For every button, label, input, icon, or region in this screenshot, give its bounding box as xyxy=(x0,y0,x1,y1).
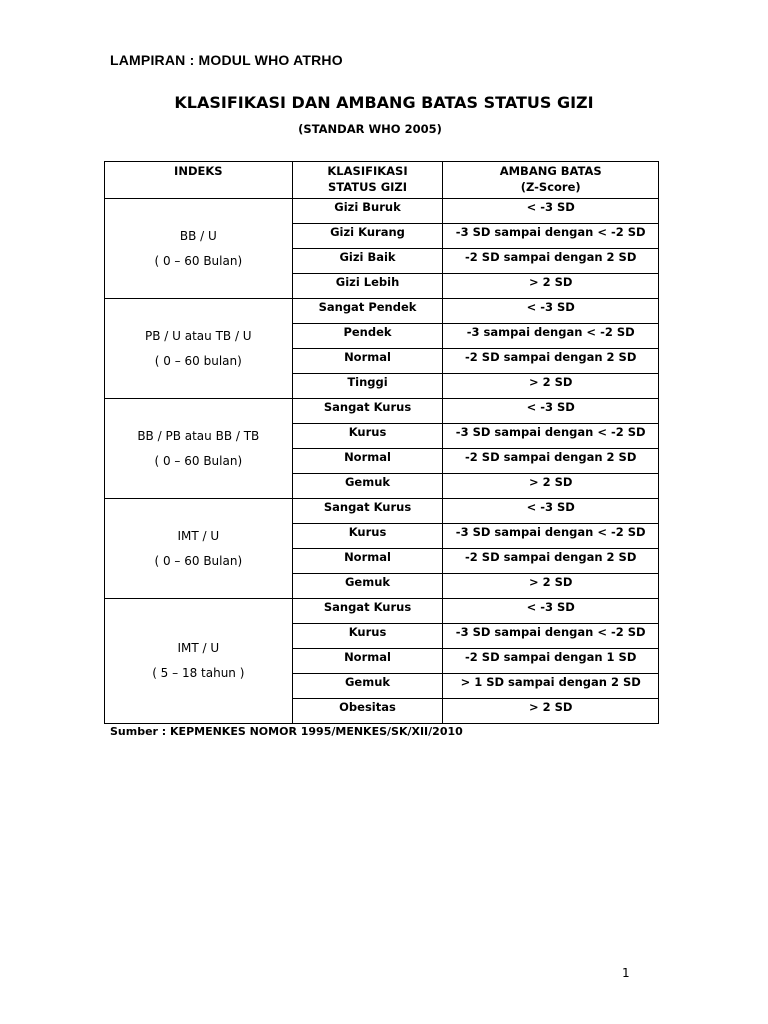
threshold-cell: > 2 SD xyxy=(443,574,659,599)
index-name: IMT / U xyxy=(177,528,220,543)
classification-table xyxy=(104,161,659,724)
source-note: Sumber : KEPMENKES NOMOR 1995/MENKES/SK/XII/2010 xyxy=(110,725,463,738)
status-cell: Gizi Baik xyxy=(292,249,443,274)
header-ambang-batas: AMBANG BATAS (Z-Score) xyxy=(443,162,659,199)
status-cell: Gizi Kurang xyxy=(292,224,443,249)
index-age-range: ( 0 – 60 Bulan) xyxy=(154,453,243,468)
threshold-cell: > 2 SD xyxy=(443,374,659,399)
page-subtitle: (STANDAR WHO 2005) xyxy=(298,122,442,136)
status-cell: Normal xyxy=(292,449,443,474)
index-cell xyxy=(105,399,293,499)
threshold-cell: > 2 SD xyxy=(443,274,659,299)
index-age-range: ( 0 – 60 Bulan) xyxy=(154,253,243,268)
threshold-cell: < -3 SD xyxy=(443,499,659,524)
status-cell: Normal xyxy=(292,649,443,674)
table-row xyxy=(105,399,659,424)
table-header-row xyxy=(105,162,659,199)
index-age-range: ( 0 – 60 Bulan) xyxy=(154,553,243,568)
header-indeks: INDEKS xyxy=(105,162,293,199)
index-name: PB / U atau TB / U xyxy=(145,328,252,343)
threshold-cell: > 2 SD xyxy=(443,699,659,724)
header-klasifikasi: KLASIFIKASI STATUS GIZI xyxy=(292,162,443,199)
threshold-cell: < -3 SD xyxy=(443,199,659,224)
threshold-cell: -3 SD sampai dengan < -2 SD xyxy=(443,424,659,449)
index-age-range: ( 0 – 60 bulan) xyxy=(154,353,242,368)
index-name: BB / U xyxy=(179,228,217,243)
threshold-cell: > 1 SD sampai dengan 2 SD xyxy=(443,674,659,699)
table-row xyxy=(105,299,659,324)
threshold-cell: < -3 SD xyxy=(443,299,659,324)
index-cell xyxy=(105,599,293,724)
index-name: IMT / U xyxy=(177,641,220,655)
status-cell: Gemuk xyxy=(292,474,443,499)
status-cell: Gemuk xyxy=(292,574,443,599)
status-cell: Gemuk xyxy=(292,674,443,699)
status-cell: Normal xyxy=(292,549,443,574)
threshold-cell: -3 SD sampai dengan < -2 SD xyxy=(443,624,659,649)
table-row xyxy=(105,499,659,524)
status-cell: Sangat Kurus xyxy=(292,399,443,424)
status-cell: Kurus xyxy=(292,624,443,649)
table-row xyxy=(105,599,659,624)
document-header: LAMPIRAN : MODUL WHO ATRHO xyxy=(110,52,343,68)
index-name: BB / PB atau BB / TB xyxy=(137,428,260,443)
status-cell: Sangat Pendek xyxy=(292,299,443,324)
threshold-cell: < -3 SD xyxy=(443,599,659,624)
threshold-cell: -2 SD sampai dengan 2 SD xyxy=(443,249,659,274)
threshold-cell: -3 SD sampai dengan < -2 SD xyxy=(443,524,659,549)
threshold-cell: -2 SD sampai dengan 2 SD xyxy=(443,549,659,574)
index-cell xyxy=(105,199,293,299)
threshold-cell: -2 SD sampai dengan 1 SD xyxy=(443,649,659,674)
status-cell: Gizi Buruk xyxy=(292,199,443,224)
page-title: KLASIFIKASI DAN AMBANG BATAS STATUS GIZI xyxy=(174,93,594,112)
index-age-range: ( 5 – 18 tahun ) xyxy=(152,666,245,680)
threshold-cell: -3 sampai dengan < -2 SD xyxy=(443,324,659,349)
status-cell: Gizi Lebih xyxy=(292,274,443,299)
index-cell xyxy=(105,499,293,599)
status-cell: Normal xyxy=(292,349,443,374)
status-cell: Kurus xyxy=(292,524,443,549)
status-cell: Tinggi xyxy=(292,374,443,399)
status-cell: Obesitas xyxy=(292,699,443,724)
status-cell: Pendek xyxy=(292,324,443,349)
table-row xyxy=(105,199,659,224)
page-number: 1 xyxy=(622,966,630,980)
status-cell: Sangat Kurus xyxy=(292,499,443,524)
threshold-cell: -2 SD sampai dengan 2 SD xyxy=(443,349,659,374)
threshold-cell: -3 SD sampai dengan < -2 SD xyxy=(443,224,659,249)
status-cell: Kurus xyxy=(292,424,443,449)
index-cell xyxy=(105,299,293,399)
threshold-cell: > 2 SD xyxy=(443,474,659,499)
status-cell: Sangat Kurus xyxy=(292,599,443,624)
threshold-cell: -2 SD sampai dengan 2 SD xyxy=(443,449,659,474)
threshold-cell: < -3 SD xyxy=(443,399,659,424)
